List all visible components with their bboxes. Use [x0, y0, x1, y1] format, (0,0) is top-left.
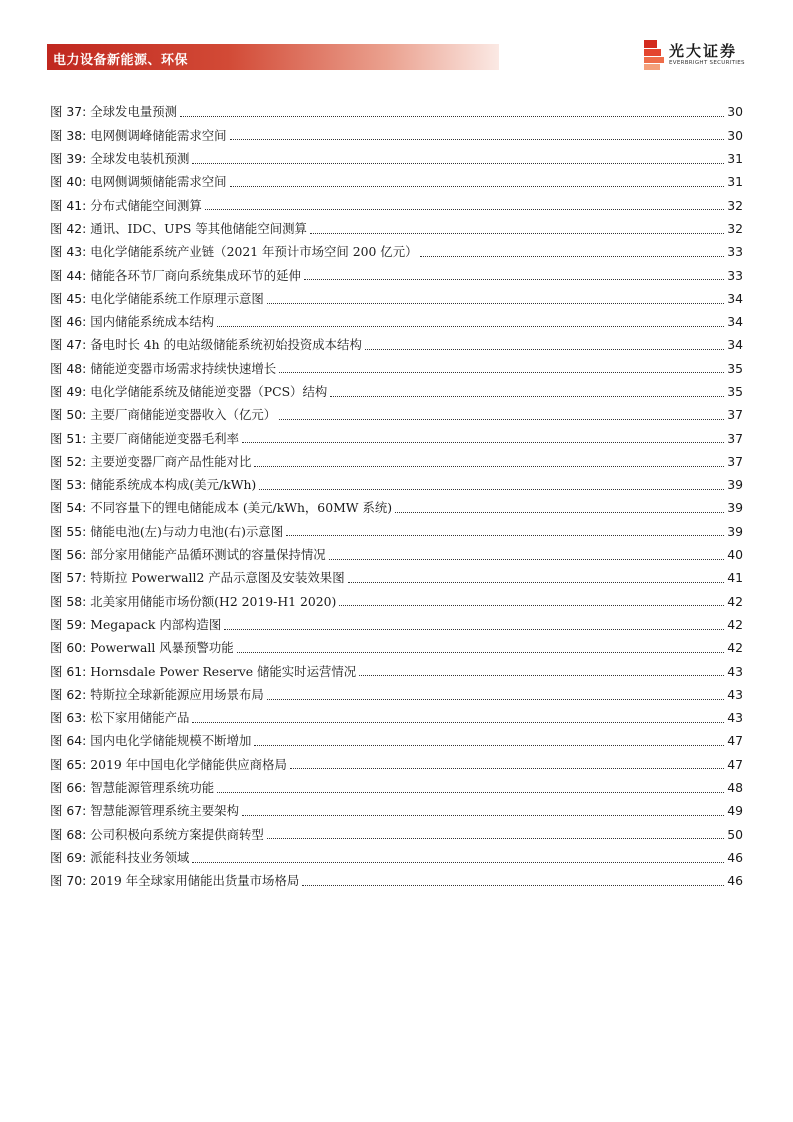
dot-leader [230, 139, 725, 140]
figure-title: 储能逆变器市场需求持续快速增长 [90, 360, 277, 376]
page-number: 43 [727, 686, 743, 702]
toc-entry[interactable] [50, 241, 743, 264]
page-number: 39 [727, 523, 743, 539]
figure-title: 通讯、IDC、UPS 等其他储能空间测算 [90, 220, 307, 236]
figure-title: 电化学储能系统工作原理示意图 [90, 290, 264, 306]
figure-title: 派能科技业务领域 [90, 849, 190, 865]
dot-leader [217, 792, 724, 793]
toc-entry[interactable] [50, 217, 743, 240]
toc-entry[interactable] [50, 683, 743, 706]
figure-title: 公司积极向系统方案提供商转型 [90, 826, 264, 842]
toc-entry[interactable] [50, 101, 743, 124]
toc-entry[interactable] [50, 870, 743, 893]
figure-label: 图 67: [50, 803, 87, 819]
dot-leader [395, 512, 724, 513]
figure-title: 主要逆变器厂商产品性能对比 [90, 453, 252, 469]
figure-title: 全球发电量预测 [90, 104, 178, 120]
dot-leader [192, 722, 724, 723]
figure-label: 图 54: [50, 500, 87, 516]
figure-label: 图 43: [50, 244, 87, 260]
page-number: 47 [727, 756, 743, 772]
page-number: 46 [727, 873, 743, 889]
toc-entry[interactable] [50, 800, 743, 823]
figure-title: Hornsdale Power Reserve 储能实时运营情况 [90, 663, 357, 679]
toc-entry[interactable] [50, 148, 743, 171]
figure-title: 智慧能源管理系统主要架构 [90, 803, 239, 819]
figure-label: 图 68: [50, 826, 87, 842]
page-number: 39 [727, 477, 743, 493]
figure-label: 图 38: [50, 127, 87, 143]
page-number: 37 [727, 407, 743, 423]
toc-entry[interactable] [50, 171, 743, 194]
figure-title: 2019 年全球家用储能出货量市场格局 [90, 873, 300, 889]
dot-leader [217, 326, 724, 327]
page-number: 48 [727, 780, 743, 796]
page-number: 37 [727, 453, 743, 469]
figure-title: 特斯拉全球新能源应用场景布局 [90, 686, 264, 702]
figure-label: 图 50: [50, 407, 87, 423]
figure-label: 图 55: [50, 523, 87, 539]
figure-title: 电网侧调峰储能需求空间 [90, 127, 227, 143]
page-number: 33 [727, 267, 743, 283]
figure-label: 图 63: [50, 710, 87, 726]
dot-leader [259, 489, 724, 490]
page-number: 46 [727, 849, 743, 865]
figure-title: 电化学储能系统产业链（2021 年预计市场空间 200 亿元） [90, 244, 418, 260]
figure-label: 图 59: [50, 616, 87, 632]
logo-chinese-name: 光大证券 [669, 42, 738, 60]
toc-entry[interactable] [50, 637, 743, 660]
figure-title: 分布式储能空间测算 [90, 197, 202, 213]
toc-entry[interactable] [50, 404, 743, 427]
figure-title: 电化学储能系统及储能逆变器（PCS）结构 [90, 384, 328, 399]
toc-entry[interactable] [50, 660, 743, 683]
figure-label: 图 44: [50, 267, 87, 283]
toc-entry[interactable] [50, 194, 743, 217]
figure-label: 图 39: [50, 151, 87, 167]
toc-entry[interactable] [50, 264, 743, 287]
figure-title: 全球发电装机预测 [90, 151, 190, 167]
figure-title: 储能电池(左)与动力电池(右)示意图 [90, 523, 284, 539]
page-number: 49 [727, 803, 743, 819]
figure-title: 不同容量下的锂电储能成本 (美元/kWh，60MW 系统) [90, 500, 393, 516]
dot-leader [339, 605, 724, 606]
figure-title: 备电时长 4h 的电站级储能系统初始投资成本结构 [90, 337, 362, 353]
figure-label: 图 69: [50, 849, 87, 865]
page-number: 39 [727, 500, 743, 516]
report-category-title: 电力设备新能源、环保 [53, 53, 189, 68]
dot-leader [254, 745, 724, 746]
figure-label: 图 70: [50, 873, 87, 889]
dot-leader [230, 186, 725, 187]
figure-title: Megapack 内部构造图 [90, 616, 222, 632]
toc-entry[interactable] [50, 730, 743, 753]
page-number: 32 [727, 197, 743, 213]
page-number: 30 [727, 104, 743, 120]
figure-title: 主要厂商储能逆变器毛利率 [90, 430, 239, 446]
dot-leader [304, 279, 724, 280]
figure-label: 图 65: [50, 756, 87, 772]
page-number: 43 [727, 710, 743, 726]
toc-entry[interactable] [50, 474, 743, 497]
figure-label: 图 58: [50, 593, 87, 609]
figure-title: 松下家用储能产品 [90, 710, 190, 726]
page-number: 31 [727, 174, 743, 190]
page-number: 34 [727, 290, 743, 306]
toc-entry[interactable] [50, 450, 743, 473]
dot-leader [420, 256, 724, 257]
dot-leader [348, 582, 725, 583]
figure-title: 主要厂商储能逆变器收入（亿元） [90, 407, 277, 423]
dot-leader [267, 303, 724, 304]
page-number: 42 [727, 616, 743, 632]
toc-entry[interactable] [50, 590, 743, 613]
figure-title: 国内储能系统成本结构 [90, 314, 215, 330]
page-number: 35 [727, 360, 743, 376]
figure-label: 图 60: [50, 640, 87, 656]
page-number: 35 [727, 384, 743, 399]
figure-label: 图 49: [50, 384, 87, 399]
figure-label: 图 56: [50, 547, 87, 563]
page-number: 37 [727, 430, 743, 446]
figure-label: 图 42: [50, 220, 87, 236]
figure-label: 图 47: [50, 337, 87, 353]
toc-entry[interactable] [50, 311, 743, 334]
figure-label: 图 37: [50, 104, 87, 120]
toc-entry[interactable] [50, 823, 743, 846]
dot-leader [279, 419, 724, 420]
dot-leader [224, 629, 724, 630]
toc-entry[interactable] [50, 381, 743, 404]
dot-leader [254, 466, 724, 467]
everbright-logo-icon [644, 40, 664, 70]
dot-leader [286, 535, 724, 536]
figure-label: 图 41: [50, 197, 87, 213]
figure-title: 特斯拉 Powerwall2 产品示意图及安装效果图 [90, 570, 345, 586]
dot-leader [192, 862, 724, 863]
figure-label: 图 46: [50, 314, 87, 330]
page-number: 43 [727, 663, 743, 679]
page-number: 41 [727, 570, 743, 586]
dot-leader [180, 116, 724, 117]
figure-title: 智慧能源管理系统功能 [90, 780, 215, 796]
dot-leader [310, 233, 724, 234]
figure-list [50, 101, 743, 893]
figure-label: 图 51: [50, 430, 87, 446]
toc-entry[interactable] [50, 707, 743, 730]
figure-title: 电网侧调频储能需求空间 [90, 174, 227, 190]
figure-title: 部分家用储能产品循环测试的容量保持情况 [90, 547, 326, 563]
toc-entry[interactable] [50, 357, 743, 380]
figure-label: 图 40: [50, 174, 87, 190]
dot-leader [242, 442, 724, 443]
toc-entry[interactable] [50, 334, 743, 357]
dot-leader [267, 838, 724, 839]
toc-entry[interactable] [50, 753, 743, 776]
figure-label: 图 57: [50, 570, 87, 586]
figure-title: 储能各环节厂商向系统集成环节的延伸 [90, 267, 301, 283]
company-logo [644, 40, 756, 72]
dot-leader [302, 885, 724, 886]
dot-leader [205, 209, 724, 210]
page-number: 31 [727, 151, 743, 167]
toc-entry[interactable] [50, 427, 743, 450]
figure-title: 2019 年中国电化学储能供应商格局 [90, 756, 287, 772]
page-number: 42 [727, 640, 743, 656]
figure-title: Powerwall 风暴预警功能 [90, 640, 234, 656]
dot-leader [330, 396, 724, 397]
dot-leader [242, 815, 724, 816]
page-number: 34 [727, 337, 743, 353]
dot-leader [359, 675, 724, 676]
dot-leader [279, 372, 724, 373]
toc-entry[interactable] [50, 520, 743, 543]
figure-title: 国内电化学储能规模不断增加 [90, 733, 252, 749]
toc-entry[interactable] [50, 567, 743, 590]
toc-entry[interactable] [50, 847, 743, 870]
figure-label: 图 52: [50, 453, 87, 469]
dot-leader [290, 768, 724, 769]
figure-label: 图 64: [50, 733, 87, 749]
figure-label: 图 45: [50, 290, 87, 306]
toc-entry[interactable] [50, 497, 743, 520]
toc-entry[interactable] [50, 777, 743, 800]
dot-leader [267, 699, 724, 700]
dot-leader [192, 163, 724, 164]
figure-title: 储能系统成本构成(美元/kWh) [90, 477, 257, 493]
page-number: 32 [727, 220, 743, 236]
dot-leader [237, 652, 725, 653]
page-number: 34 [727, 314, 743, 330]
page-number: 50 [727, 826, 743, 842]
dot-leader [365, 349, 724, 350]
figure-label: 图 48: [50, 360, 87, 376]
figure-label: 图 66: [50, 780, 87, 796]
toc-entry[interactable] [50, 287, 743, 310]
page-number: 42 [727, 593, 743, 609]
logo-english-name: EVERBRIGHT SECURITIES [669, 60, 745, 66]
figure-label: 图 53: [50, 477, 87, 493]
toc-entry[interactable] [50, 614, 743, 637]
page-number: 40 [727, 547, 743, 563]
page-number: 30 [727, 127, 743, 143]
figure-label: 图 62: [50, 686, 87, 702]
figure-label: 图 61: [50, 663, 87, 679]
dot-leader [329, 559, 725, 560]
page-number: 33 [727, 244, 743, 260]
figure-title: 北美家用储能市场份额(H2 2019-H1 2020) [90, 593, 337, 609]
toc-entry[interactable] [50, 124, 743, 147]
page-number: 47 [727, 733, 743, 749]
toc-entry[interactable] [50, 544, 743, 567]
